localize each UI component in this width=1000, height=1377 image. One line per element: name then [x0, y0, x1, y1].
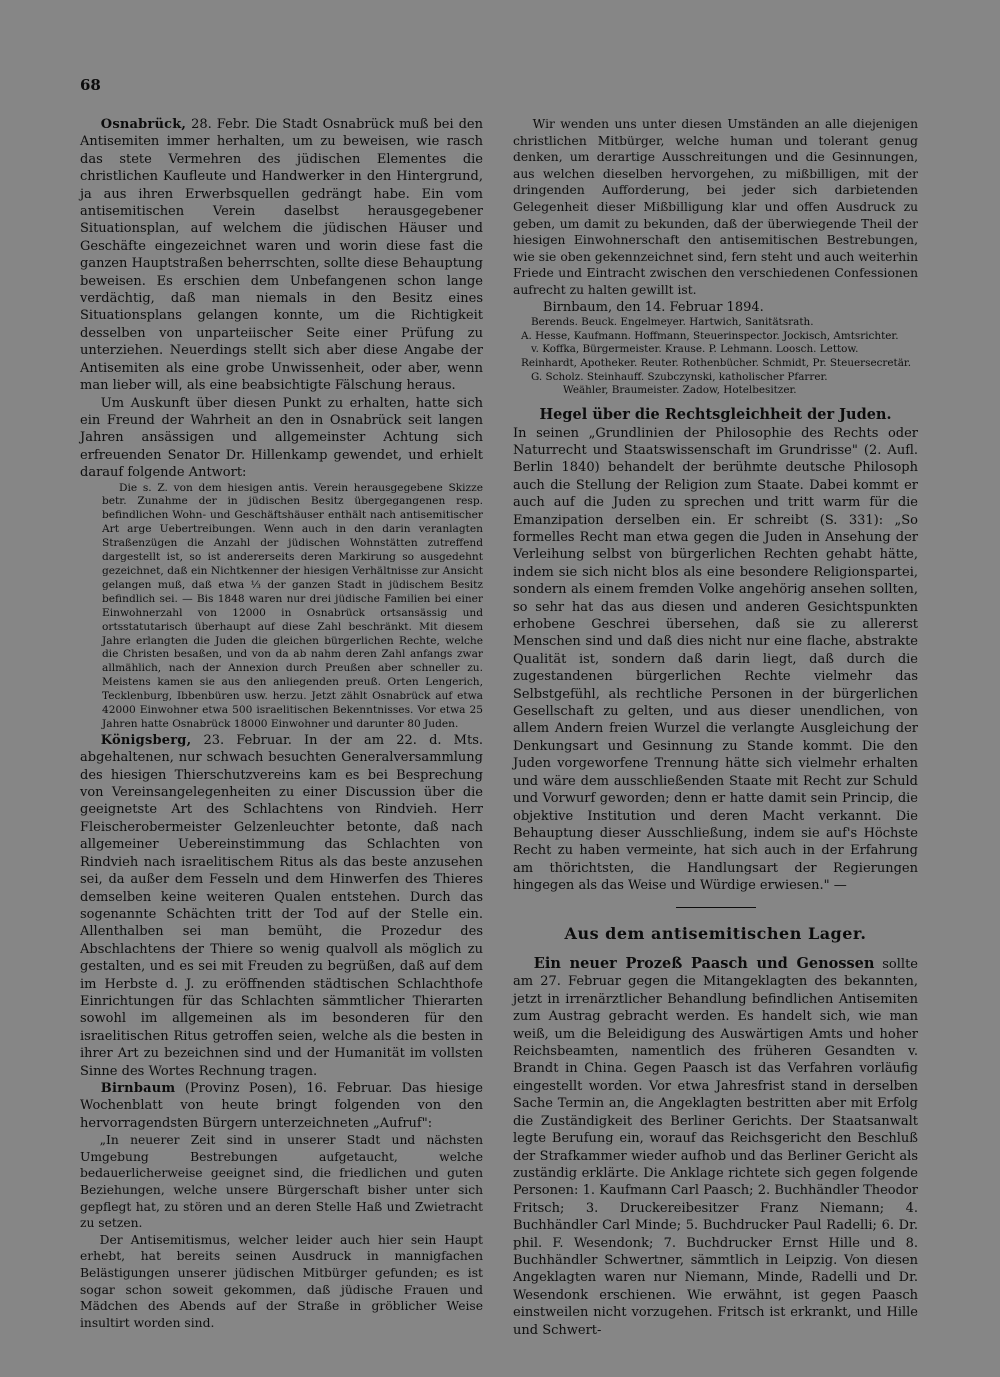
prozess-heading: Ein neuer Prozeß Paasch und Genossen — [533, 955, 875, 973]
section-heading: Aus dem antisemitischen Lager. — [564, 924, 867, 944]
dateline-birnbaum: Birnbaum — [100, 1080, 176, 1096]
article-osnabrueck-text: 28. Febr. Die Stadt Osnabrück muß bei den Antisemiten immer herhalten, um zu beweisen, wie rasch das stete Vermehren des jüdischen Elementes die christlichen Kaufleute und Handwerker in den Hintergrund, ja aus ihren Erwerbsquellen gedrängt habe. Ein vom antisemitischen Verein daselbst herausgegebener Situationsplan, auf welchem die jüdischen Häuser und Geschäfte eingezeichnet waren und worin diese fast die ganzen Hauptstraßen beherrschten, sollte diese Behauptung beweisen. Es erschien dem Unbefangenen schon lange verdächtig, daß man niemals in den Besitz eines Situationsplans gelangen konnte, um die Richtigkeit desselben von unparteiischer Seite einer Prüfung zu unterziehen. Neuerdings stellt sich aber diese Angabe der Antisemiten als eine grobe Unwissenheit, oder aber, wenn man lieber will, als eine beabsichtigte Fälschung heraus. — [80, 117, 483, 394]
section-divider — [676, 907, 756, 909]
right-column — [513, 116, 918, 1339]
article-koenigsberg-text: 23. Februar. In der am 22. d. Mts. abgehaltenen, nur schwach besuchten Generalversammlung des hiesigen Thierschutzvereins kam es bei Besprechung von Vereinsangelegenheiten zu einer Discussion über die geeignetste Art des Schlachtens von Rindvieh. Herr Fleischerobermeister Gelzenleuchter betonte, daß nach allgemeiner Uebereinstimmung das Schlachten von Rindvieh nach israelitischem Ritus als das beste anzusehen sei, da außer dem Fesseln und dem Hinwerfen des Thieres demselben keine weiteren Qualen entstehen. Durch das sogenannte Schächten tritt der Tod auf der Stelle ein. Allenthalben sei man bemüht, die Prozedur des Abschlachtens der Thiere so wenig qualvoll als möglich zu gestalten, und es sei mit Freuden zu begrüßen, daß auf dem im Herbste d. J. zu eröffnenden städtischen Schlachthofe Einrichtungen für das Schlachten sämmtlicher Thierarten sowohl im allgemeinen als im besonderen für den israelitischen Ritus getroffen seien, welche als die besten in ihrer Art zu bezeichnen sind und der Humanität im vollsten Sinne des Wortes Rechnung tragen. — [80, 732, 483, 1079]
signatory-line: Berends. Beuck. Engelmeyer. Hartwich, Sanitätsrath. — [531, 315, 814, 328]
article-prozess — [513, 955, 918, 1339]
signatory-line: A. Hesse, Kaufmann. Hoffmann, Steuerinspector. Jockisch, Amtsrichter. — [521, 329, 899, 342]
aufruf-date: Birnbaum, den 14. Februar 1894. — [542, 299, 764, 315]
aufruf-paragraph-3: Wir wenden uns unter diesen Umständen an alle diejenigen christlichen Mitbürger, welche human und tolerant genug denken, um derartige Ausschreitungen und die Gesinnungen, aus welchen dieselben hervorgehen, zu mißbilligen, mit der dringenden Aufforderung, bei jeder sich darbietenden Gelegenheit dieser Mißbilligung klar und offen Ausdruck zu geben, um damit zu bekunden, daß der überwiegende Theil der hiesigen Einwohnerschaft den antisemitischen Bestrebungen, wie sie oben gekennzeichnet sind, fern steht und auch weiterhin Friede und Eintracht zwischen den verschiedenen Confessionen aufrecht zu halten gewillt ist. — [513, 117, 918, 297]
signatory-line: G. Scholz. Steinhauff. Szubczynski, katholischer Pfarrer. — [531, 370, 828, 383]
aufruf-paragraph-2: Der Antisemitismus, welcher leider auch hier sein Haupt erhebt, hat bereits seinen Ausdruck in mannigfachen Belästigungen unserer jüdischen Mitbürger gefunden; es ist sogar schon soweit gekommen, daß jüdische Frauen und Mädchen des Abends auf der Straße in gröblicher Weise insultirt worden sind. — [80, 1232, 483, 1330]
article-koenigsberg — [80, 732, 483, 1080]
quote-hillenkamp: Die s. Z. von dem hiesigen antis. Verein herausgegebene Skizze betr. Zunahme der in jüdischen Besitz übergegangenen resp. befindlichen Wohn- und Geschäftshäuser enthält nach antisemitischer Art arge Uebertreibungen. Wenn auch in den darin veranlagten Straßenzügen die Anzahl der jüdischen Wohnstätten zutreffend dargestellt ist, so ist andererseits deren Markirung so ausgedehnt gezeichnet, daß ein Nichtkenner der hiesigen Verhältnisse zur Ansicht gelangen muß, daß etwa ⅓ der ganzen Stadt in jüdischem Besitz befindlich sei. — Bis 1848 waren nur drei jüdische Familien bei einer Einwohnerzahl von 12000 in Osnabrück ortsansässig und ortsstatutarisch überhaupt auf diese Zahl beschränkt. Mit diesem Jahre erlangten die Juden die gleichen bürgerlichen Rechte, welche die Christen besaßen, und von da ab nahm deren Zahl anfangs zwar allmählich, nach der Annexion durch Preußen aber schneller zu. Meistens kamen sie aus den anliegenden preuß. Orten Lengerich, Tecklenburg, Ibbenbüren usw. herzu. Jetzt zählt Osnabrück auf etwa 42000 Einwohner etwa 500 israelitischen Bekenntnisses. Vor etwa 25 Jahren hatte Osnabrück 18000 Einwohner und darunter 80 Juden. — [102, 481, 483, 730]
signatories — [513, 316, 918, 398]
signatory-line: Reinhardt, Apotheker. Reuter. Rothenbücher. Schmidt, Pr. Steuersecretär. — [521, 357, 912, 370]
left-column — [80, 116, 483, 1331]
article-birnbaum — [80, 1080, 483, 1132]
aufruf-paragraph-1: „In neuerer Zeit sind in unserer Stadt und nächsten Umgebung Bestrebungen aufgetaucht, welche bedauerlicherweise geeignet sind, die friedlichen und guten Beziehungen, welche unsere Bürgerschaft bisher unter sich gepflegt hat, zu stören und an deren Stelle Haß und Zwietracht zu setzen. — [80, 1133, 483, 1231]
article-prozess-text: sollte am 27. Februar gegen die Mitangeklagten des bekannten, jetzt in irrenärztlicher Behandlung befindlichen Antisemiten zum Austrag gebracht werden. Es handelt sich, wie man weiß, um die Beleidigung des Auswärtigen Amts und hoher Reichsbeamten, namentlich des früheren Gesandten v. Brandt in China. Gegen Paasch ist das Verfahren vorläufig eingestellt worden. Vor etwa Jahresfrist stand in derselben Sache Termin an, die Angeklagten bestritten aber mit Erfolg die Zuständigkeit des Berliner Gerichts. Der Staatsanwalt legte Berufung ein, worauf das Reichsgericht den Beschluß der Strafkammer wieder aufhob und das Berliner Gericht als zuständig erklärte. Die Anklage richtete sich gegen folgende Personen: 1. Kaufmann Carl Paasch; 2. Buchhändler Theodor Fritsch; 3. Druckereibesitzer Franz Niemann; 4. Buchhändler Carl Minde; 5. Buchdrucker Paul Radelli; 6. Dr. phil. F. Wesendonk; 7. Buchdrucker Ernst Hille und 8. Buchhändler Schwertner, sämmtlich in Leipzig. Von diesen Angeklagten waren nur Niemann, Minde, Radelli und Dr. Wesendonk erschienen. Wie erwähnt, ist gegen Paasch einstweilen nicht vorzugehen. Fritsch ist erkrankt, und Hille und Schwert- — [513, 957, 918, 1338]
page-number: 68 — [80, 76, 101, 94]
hegel-title: Hegel über die Rechtsgleichheit der Juden. — [539, 406, 892, 424]
dateline-koenigsberg: Königsberg, — [100, 732, 192, 748]
dateline-osnabrueck: Osnabrück, — [100, 117, 187, 132]
hegel-heading — [513, 406, 918, 424]
signatory-line: Weähler, Braumeister. Zadow, Hotelbesitzer. — [563, 384, 797, 397]
signatory-line: v. Koffka, Bürgermeister. Krause. P. Lehmann. Loosch. Lettow. — [531, 343, 859, 356]
paragraph-inquiry: Um Auskunft über diesen Punkt zu erhalten, hatte sich ein Freund der Wahrheit an den in Osnabrück seit langen Jahren ansässigen und allgemeinster Achtung sich erfreuenden Senator Dr. Hillenkamp gewendet, und erhielt darauf folgende Antwort: — [80, 395, 483, 481]
article-birnbaum-text: (Provinz Posen), 16. Februar. Das hiesige Wochenblatt von heute bringt folgenden von den hervorragendsten Bürgern unterzeichneten „Aufruf": — [80, 1080, 483, 1131]
article-hegel: In seinen „Grundlinien der Philosophie des Rechts oder Naturrecht und Staatswissenschaft im Grundrisse" (2. Aufl. Berlin 1840) behandelt der berühmte deutsche Philosoph auch die Stellung der Religion zum Staate. Dabei kommt er auch auf die Juden zu sprechen und tritt warm für die Emanzipation derselben ein. Er schreibt (S. 331): „So formelles Recht man etwa gegen die Juden in Ansehung der Verleihung selbst von bürgerlichen Rechten gehabt hätte, indem sie sich nicht blos als eine besondere Religionspartei, sondern als einem fremden Volke angehörig ansehen sollten, so sehr hat das aus diesen und anderen Gesichtspunkten erhobene Geschrei übersehen, daß sie zu allererst Menschen sind und daß dies nicht nur eine flache, abstrakte Qualität ist, sondern daß darin liegt, daß durch die zugestandenen bürgerlichen Rechte vielmehr das Selbstgefühl, als rechtliche Personen in der bürgerlichen Gesellschaft zu gelten, und aus dieser unendlichen, von allem Andern freien Wurzel die verlangte Ausgleichung der Denkungsart und Gesinnung zu Stande kommt. Die den Juden vorgeworfene Trennung hätte sich vielmehr erhalten und wäre dem ausschließenden Staate mit Recht zur Schuld und Vorwurf geworden; denn er hatte damit sein Princip, die objektive Institution und deren Macht verkannt. Die Behauptung dieser Ausschließung, indem sie auf's Höchste Recht zu haben vermeinte, hat sich auch in der Erfahrung am thörichtsten, die Handlungsart der Regierungen hingegen als das Weise und Würdige erwiesen." — — [513, 425, 918, 894]
article-osnabrueck — [80, 116, 483, 395]
